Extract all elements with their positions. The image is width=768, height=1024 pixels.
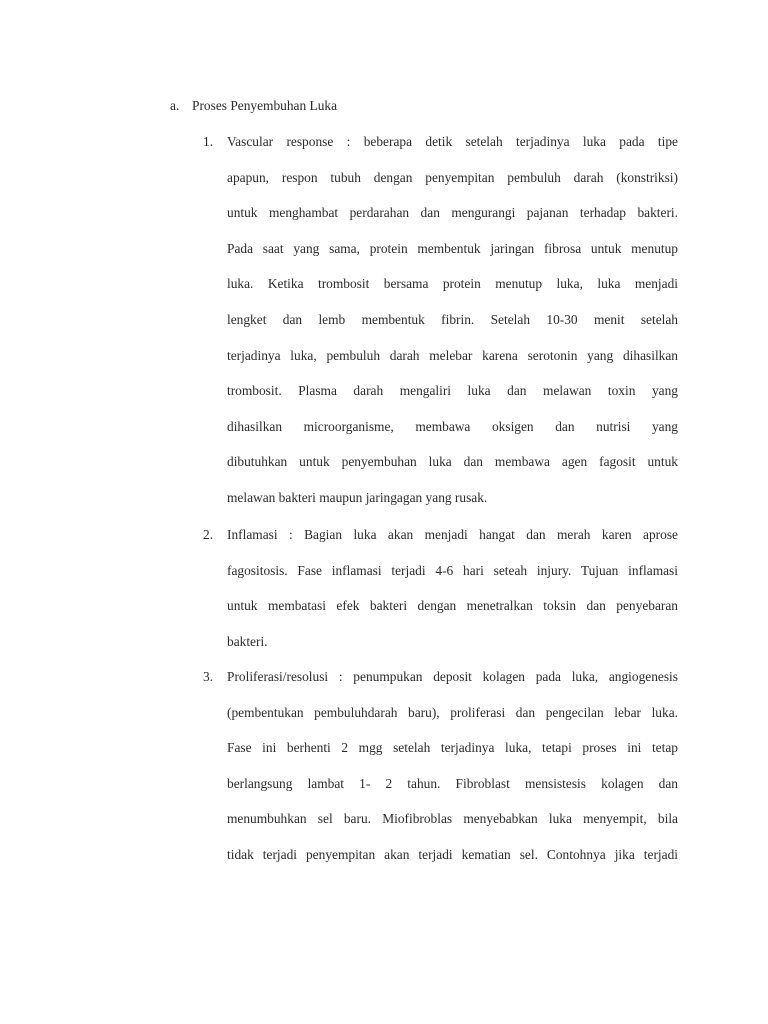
text-line: tidak terjadi penyempitan akan terjadi kematian sel. Contohnya jika terjadi — [227, 846, 678, 862]
text-line: apapun, respon tubuh dengan penyempitan pembuluh darah (konstriksi) — [227, 169, 678, 185]
text-line: bakteri. — [227, 633, 268, 649]
text-line: lengket dan lemb membentuk fibrin. Setelah 10-30 menit setelah — [227, 311, 678, 327]
text-line: trombosit. Plasma darah mengaliri luka dan melawan toxin yang — [227, 383, 678, 399]
text-line: melawan bakteri maupun jaringagan yang rusak. — [227, 489, 488, 505]
text-line: menumbuhkan sel baru. Miofibroblas menyebabkan luka menyempit, bila — [227, 811, 678, 827]
text-line: Proliferasi/resolusi : penumpukan deposit kolagen pada luka, angiogenesis — [227, 669, 678, 684]
text-line: berlangsung lambat 1- 2 tahun. Fibroblast mensistesis kolagen dan — [227, 775, 678, 791]
text-line: luka. Ketika trombosit bersama protein menutup luka, luka menjadi — [227, 276, 678, 292]
text-line: Fase ini berhenti 2 mgg setelah terjadinya luka, tetapi proses ini tetap — [227, 740, 678, 756]
section-heading — [170, 95, 337, 117]
text-line: Inflamasi : Bagian luka akan menjadi hangat dan merah karen aprose — [227, 527, 678, 542]
list-item-number: 2. — [203, 527, 214, 542]
text-line: untuk membatasi efek bakteri dengan menetralkan toksin dan penyebaran — [227, 598, 678, 614]
list-item-text — [227, 517, 678, 659]
text-line: dibutuhkan untuk penyembuhan luka dan membawa agen fagosit untuk — [227, 454, 678, 470]
list-item-number: 3. — [203, 669, 214, 684]
text-line: Pada saat yang sama, protein membentuk jaringan fibrosa untuk menutup — [227, 240, 678, 256]
text-line: Vascular response : beberapa detik setelah terjadinya luka pada tipe — [227, 134, 678, 149]
section-title: Proses Penyembuhan Luka — [192, 98, 338, 113]
list-item-text — [227, 659, 678, 873]
text-line: untuk menghambat perdarahan dan mengurangi pajanan terhadap bakteri. — [227, 205, 678, 221]
list-item-number: 1. — [203, 134, 214, 149]
section-marker: a. — [170, 98, 180, 113]
text-line: (pembentukan pembuluhdarah baru), proliferasi dan pengecilan lebar luka. — [227, 704, 678, 720]
list-item-text — [227, 124, 678, 516]
text-line: fagositosis. Fase inflamasi terjadi 4-6 hari seteah injury. Tujuan inflamasi — [227, 562, 678, 578]
text-line: dihasilkan microorganisme, membawa oksigen dan nutrisi yang — [227, 418, 678, 434]
text-line: terjadinya luka, pembuluh darah melebar karena serotonin yang dihasilkan — [227, 347, 678, 363]
